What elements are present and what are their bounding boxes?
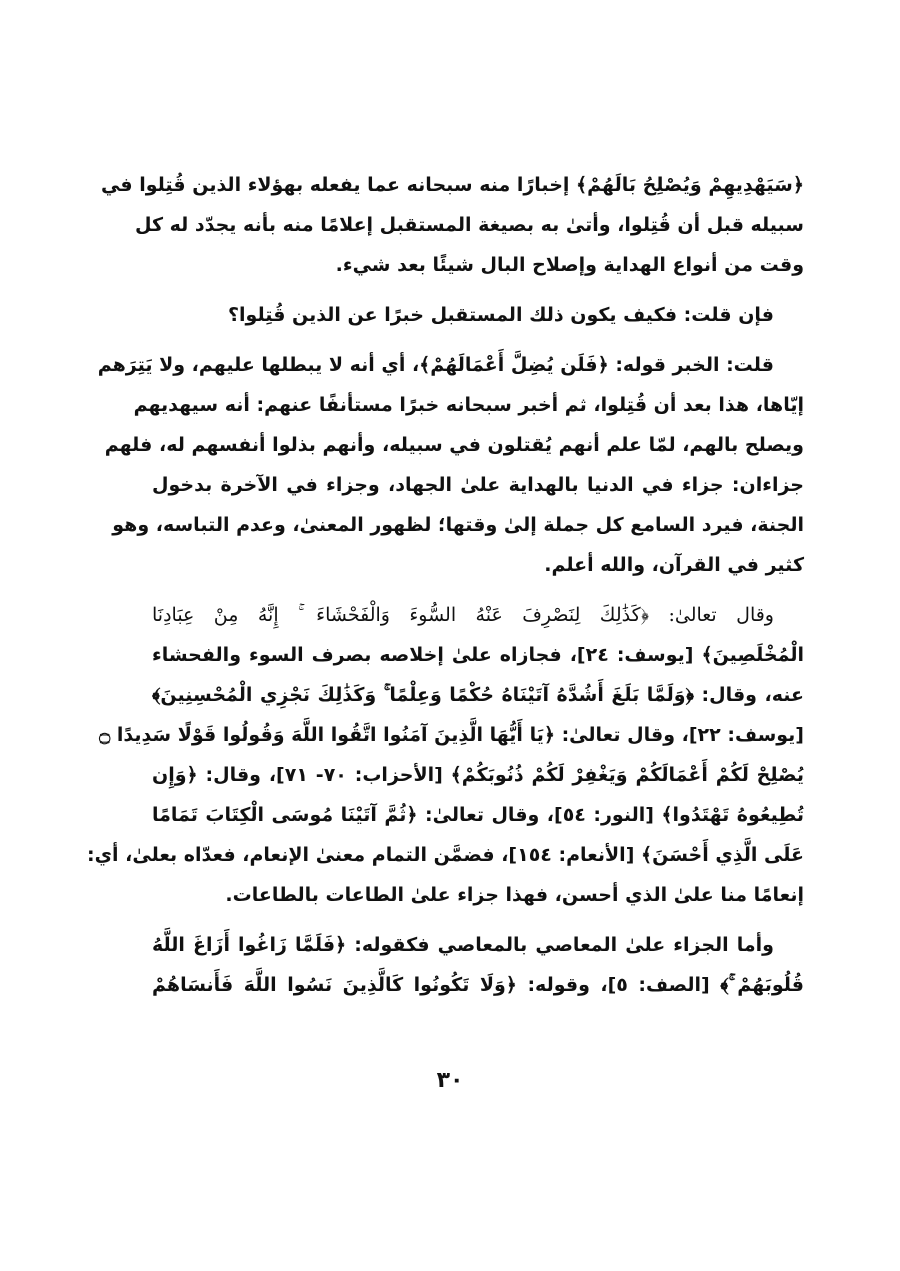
- text-line: قُلُوبَهُمْ ۚ﴾ [الصف: ٥]، وقوله: ﴿وَلَا تَكُونُوا كَالَّذِينَ نَسُوا اللَّهَ فَأَنسَاهُمْ: [152, 974, 804, 996]
- text-line: الْمُخْلَصِينَ﴾ [يوسف: ٢٤]، فجازاه علىٰ إخلاصه بصرف السوء والفحشاء: [152, 644, 804, 666]
- text-line: [يوسف: ٢٢]، وقال تعالىٰ: ﴿يَا أَيُّهَا الَّذِينَ آمَنُوا اتَّقُوا اللَّهَ وَقُولُوا قَوْلًا سَدِيدًا ۝: [99, 724, 804, 746]
- text-line: وأما الجزاء علىٰ المعاصي بالمعاصي فكقوله: ﴿فَلَمَّا زَاغُوا أَزَاغَ اللَّهُ: [152, 934, 774, 956]
- text-line: تُطِيعُوهُ تَهْتَدُوا﴾ [النور: ٥٤]، وقال تعالىٰ: ﴿ثُمَّ آتَيْنَا مُوسَى الْكِتَابَ تَمَامًا: [152, 804, 804, 826]
- text-line: فإن قلت: فكيف يكون ذلك المستقبل خبرًا عن الذين قُتِلوا؟: [228, 304, 774, 326]
- page-number: ٣٠: [436, 1068, 464, 1093]
- text-line: ﴿سَيَهْدِيهِمْ وَيُصْلِحُ بَالَهُمْ﴾ إخبارًا منه سبحانه عما يفعله بهؤلاء الذين قُتِلوا في: [100, 174, 804, 196]
- text-line: الجنة، فيرد السامع كل جملة إلىٰ وقتها؛ لظهور المعنىٰ، وعدم التباسه، وهو: [112, 514, 804, 536]
- text-line: عَلَى الَّذِي أَحْسَنَ﴾ [الأنعام: ١٥٤]، فضمَّن التمام معنىٰ الإنعام، فعدّاه بعلىٰ، أي:: [86, 844, 804, 866]
- text-line: إيّاها، هذا بعد أن قُتِلوا، ثم أخبر سبحانه خبرًا مستأنفًا عنهم: أنه سيهديهم: [133, 394, 804, 416]
- text-line: وقال تعالىٰ: ﴿كَذَٰلِكَ لِنَصْرِفَ عَنْهُ السُّوءَ وَالْفَحْشَاءَ ۚ إِنَّهُ مِنْ عِبَادِنَا: [152, 604, 774, 626]
- text-line: وقت من أنواع الهداية وإصلاح البال شيئًا بعد شيء.: [335, 254, 804, 276]
- text-line: كثير في القرآن، والله أعلم.: [544, 554, 804, 576]
- text-line: سبيله قبل أن قُتِلوا، وأتىٰ به بصيغة المستقبل إعلامًا منه بأنه يجدّد له كل: [134, 214, 804, 236]
- text-line: جزاءان: جزاء في الدنيا بالهداية علىٰ الجهاد، وجزاء في الآخرة بدخول: [152, 474, 804, 496]
- text-line: ويصلح بالهم، لمّا علم أنهم يُقتلون في سبيله، وأنهم بذلوا أنفسهم له، فلهم: [104, 434, 804, 456]
- text-line: عنه، وقال: ﴿وَلَمَّا بَلَغَ أَشُدَّهُ آتَيْنَاهُ حُكْمًا وَعِلْمًا ۚ وَكَذَٰلِكَ نَجْزِي الْمُحْسِنِينَ﴾: [152, 684, 804, 706]
- text-line: إنعامًا منا علىٰ الذي أحسن، فهذا جزاء علىٰ الطاعات بالطاعات.: [225, 884, 804, 906]
- text-line: قلت: الخبر قوله: ﴿فَلَن يُضِلَّ أَعْمَالَهُمْ﴾، أي أنه لا يبطلها عليهم، ولا يَتِرَهم: [97, 354, 774, 376]
- text-line: يُصْلِحْ لَكُمْ أَعْمَالَكُمْ وَيَغْفِرْ لَكُمْ ذُنُوبَكُمْ﴾ [الأحزاب: ٧٠- ٧١]، وقال: ﴿وَإِن: [152, 764, 804, 786]
